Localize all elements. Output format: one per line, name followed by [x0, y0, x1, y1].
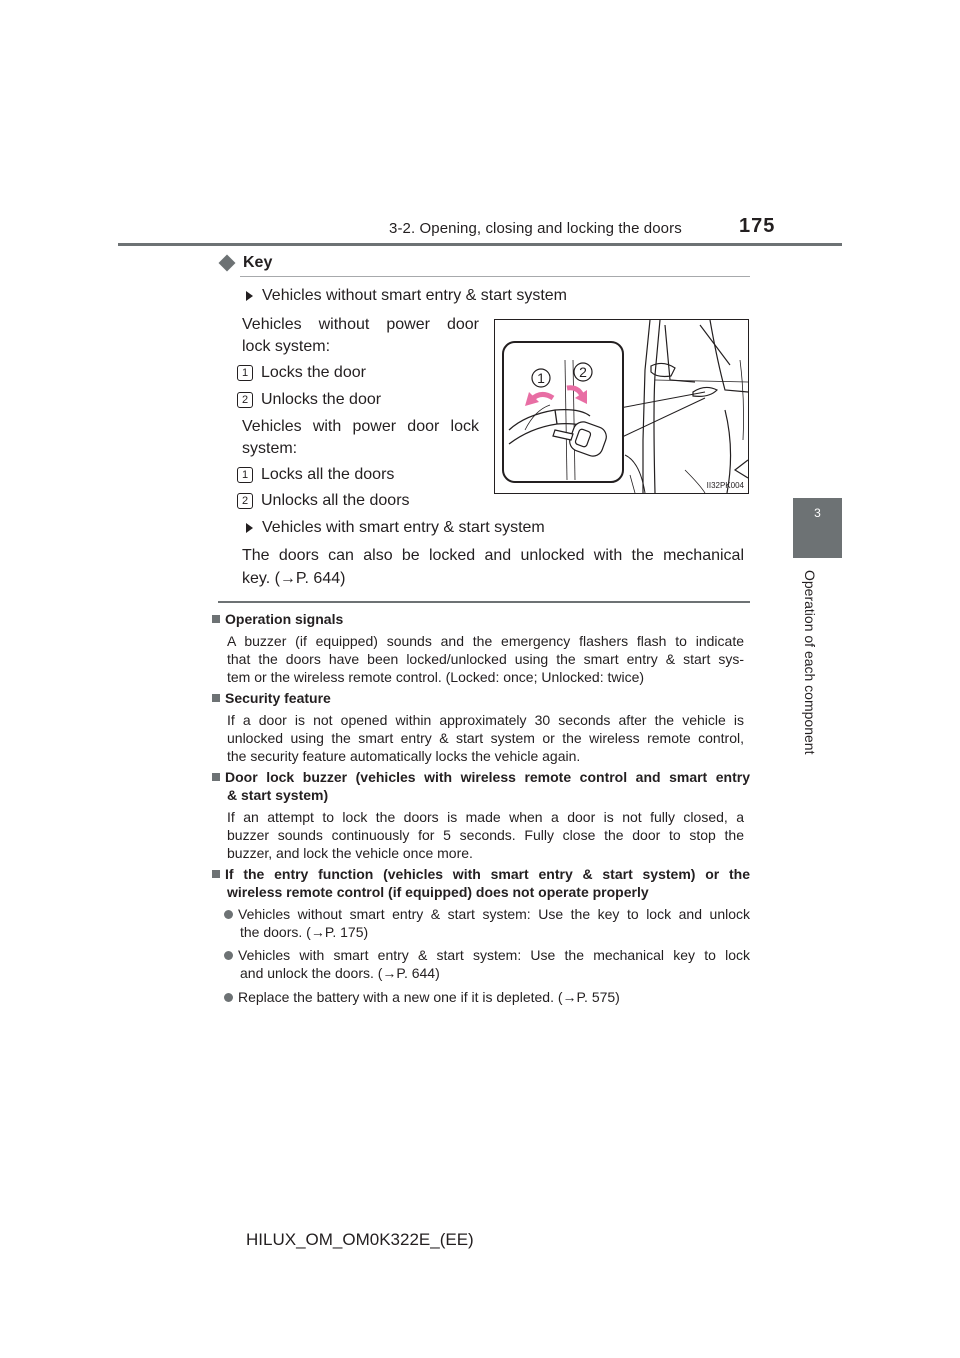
with-smart-entry-label	[246, 515, 545, 541]
square-bullet-icon	[212, 615, 220, 623]
list-item	[237, 462, 394, 488]
square-bullet-icon	[212, 694, 220, 702]
door-key-drawing	[495, 320, 748, 493]
number-badge: 1	[237, 467, 253, 483]
bullet-continuation: and unlock the doors. (→P. 644)	[240, 965, 440, 981]
figure-code: II32PK004	[706, 481, 744, 490]
dot-bullet-icon	[224, 910, 233, 919]
document-code: HILUX_OM_OM0K322E_(EE)	[246, 1230, 474, 1249]
number-badge: 1	[237, 365, 253, 381]
square-bullet-icon	[212, 870, 220, 878]
section-title: 3-2. Opening, closing and locking the doors	[389, 220, 682, 237]
note-line: tem or the wireless remote control. (Locked: once; Unlocked: twice)	[227, 669, 645, 685]
mechanical-key-line2: key. (→P. 644)	[242, 570, 346, 587]
note-heading-entry-function	[212, 866, 750, 883]
with-smart-entry-text: Vehicles with smart entry & start system	[262, 519, 545, 536]
mechanical-key-line1: The doors can also be locked and unlocked with the mechanical	[242, 547, 744, 564]
without-power-lock-line2: lock system:	[242, 338, 331, 355]
bullet-item	[224, 905, 750, 923]
bullet-text: Vehicles without smart entry & start system: Use the key to lock and unlock	[238, 906, 750, 922]
chapter-number: 3	[814, 506, 821, 520]
note-heading-line2: wireless remote control (if equipped) does not operate properly	[227, 884, 649, 900]
square-bullet-icon	[212, 773, 220, 781]
without-power-lock-line1: Vehicles without power door	[242, 316, 479, 333]
callout-2: 2	[579, 364, 587, 380]
bullet-continuation: the doors. (→P. 175)	[240, 924, 369, 940]
note-heading-text: Security feature	[225, 690, 331, 706]
note-line: buzzer, and lock the vehicle once more.	[227, 845, 473, 861]
section-separator	[218, 601, 750, 603]
key-heading	[218, 254, 272, 272]
callout-1: 1	[537, 370, 545, 386]
number-badge: 2	[237, 392, 253, 408]
note-heading-door-lock-buzzer	[212, 769, 750, 786]
list-item	[237, 387, 381, 413]
note-heading-text: Door lock buzzer (vehicles with wireless remote control and smart entry	[225, 769, 750, 785]
triangle-bullet-icon	[246, 523, 253, 533]
list-item-text: Locks all the doors	[261, 466, 395, 483]
note-heading-text: If the entry function (vehicles with smart entry & start system) or the	[225, 866, 750, 882]
note-line: unlocked using the smart entry & start system or the wireless remote control,	[227, 730, 744, 746]
note-heading-text: Operation signals	[225, 611, 344, 627]
note-heading-line2: & start system)	[227, 787, 329, 803]
bullet-text: Replace the battery with a new one if it is depleted. (→P. 575)	[238, 989, 620, 1005]
bullet-text: Vehicles with smart entry & start system: Use the mechanical key to lock	[238, 947, 750, 963]
dot-bullet-icon	[224, 993, 233, 1002]
note-line: the security feature automatically locks the vehicle again.	[227, 748, 581, 764]
with-power-lock-line2: system:	[242, 440, 298, 457]
note-heading-security-feature	[212, 690, 331, 707]
with-power-lock-line1: Vehicles with power door lock	[242, 418, 479, 435]
note-line: If an attempt to lock the doors is made when a door is not fully closed, a	[227, 809, 744, 825]
list-item	[237, 360, 366, 386]
note-line: buzzer sounds continuously for 5 seconds. Fully close the door to stop the	[227, 827, 744, 843]
without-smart-entry-label	[246, 283, 567, 309]
page-number: 175	[739, 215, 776, 237]
dot-bullet-icon	[224, 951, 233, 960]
without-smart-entry-text: Vehicles without smart entry & start system	[262, 287, 567, 304]
header-rule	[118, 243, 842, 246]
list-item-text: Unlocks all the doors	[261, 492, 410, 509]
note-line: that the doors have been locked/unlocked using the smart entry & start sys-	[227, 651, 744, 667]
triangle-bullet-icon	[246, 291, 253, 301]
number-badge: 2	[237, 493, 253, 509]
chapter-title: Operation of each component	[802, 570, 818, 755]
note-line: A buzzer (if equipped) sounds and the emergency flashers flash to indicate	[227, 633, 744, 649]
list-item	[237, 488, 410, 514]
note-heading-operation-signals	[212, 611, 343, 628]
note-line: If a door is not opened within approximately 30 seconds after the vehicle is	[227, 712, 744, 728]
list-item-text: Locks the door	[261, 364, 366, 381]
key-illustration	[494, 319, 749, 494]
list-item-text: Unlocks the door	[261, 391, 382, 408]
bullet-item	[224, 946, 750, 964]
chapter-tab	[793, 498, 842, 558]
key-heading-rule	[240, 276, 750, 277]
diamond-icon	[219, 255, 236, 272]
key-heading-text: Key	[243, 254, 273, 271]
bullet-item	[224, 988, 620, 1006]
